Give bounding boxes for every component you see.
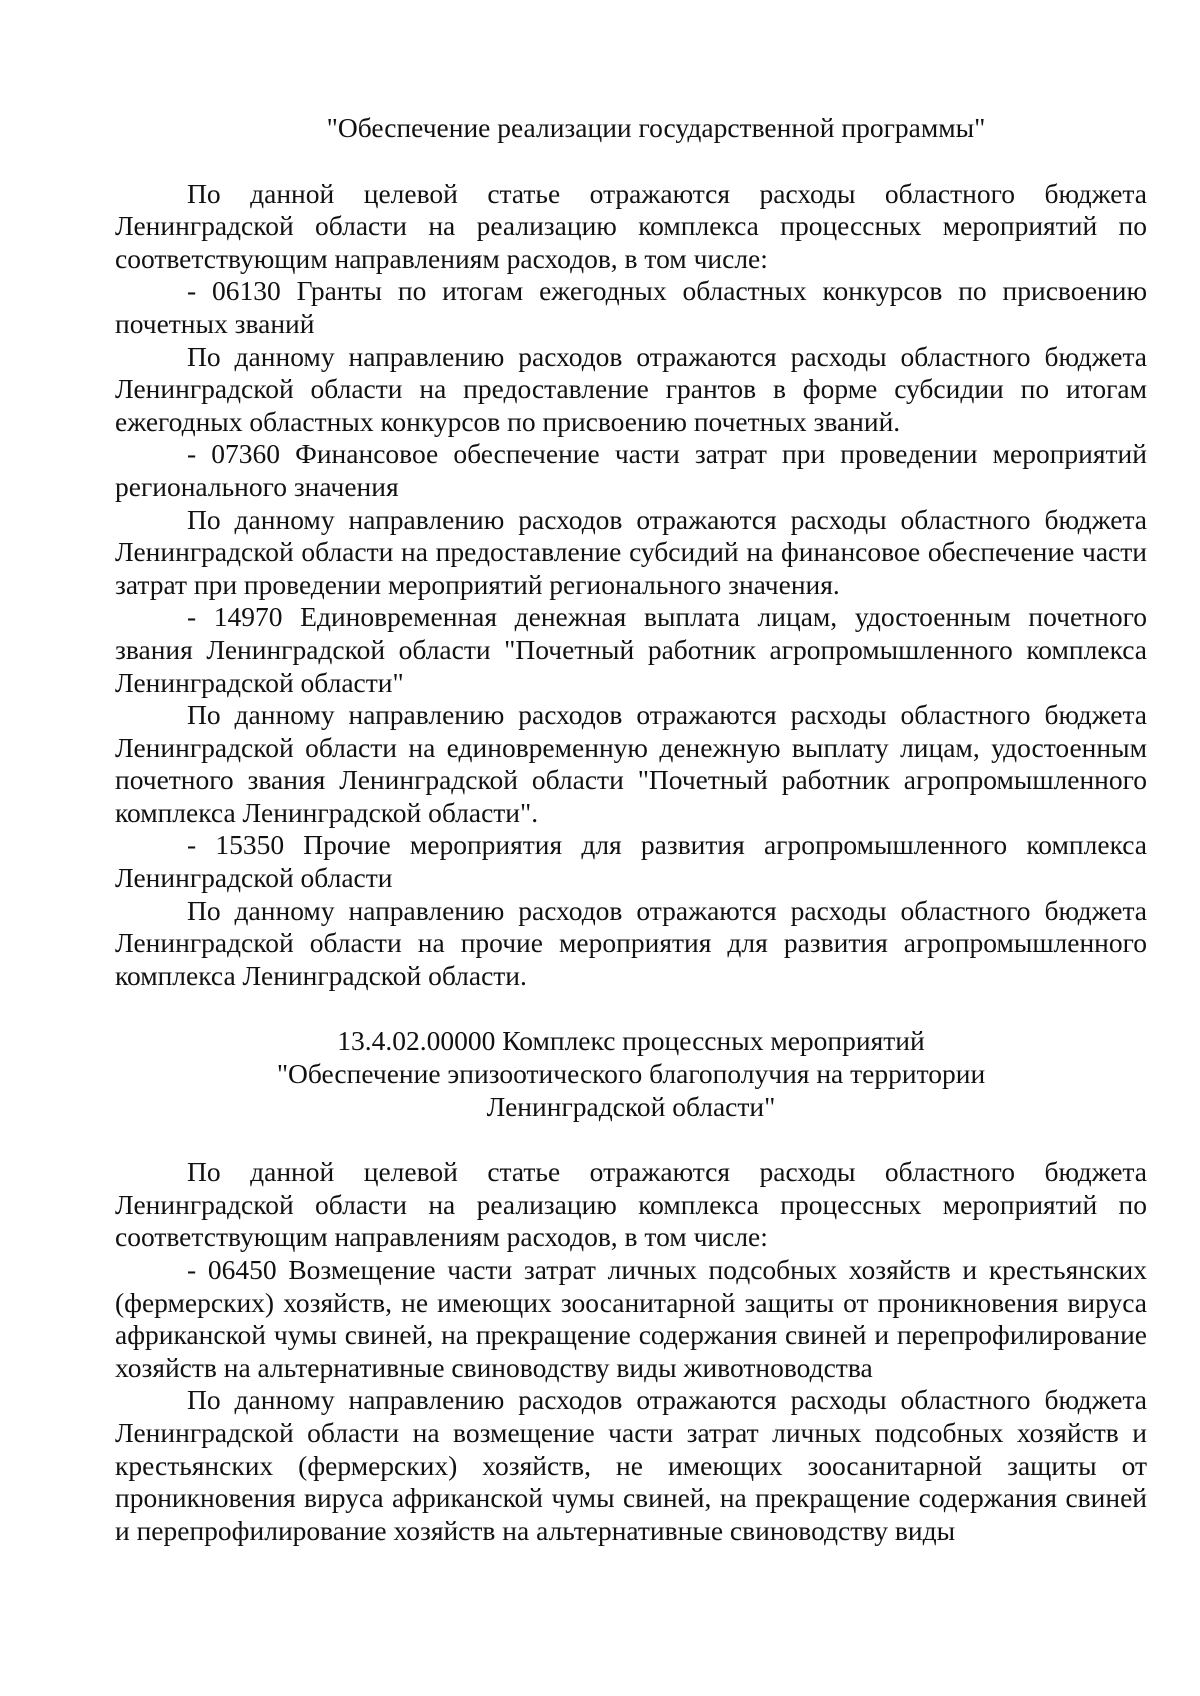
document-body (115, 112, 1147, 1547)
section-heading: "Обеспечение реализации государственной программы" (326, 112, 986, 143)
heading-line: 13.4.02.00000 Комплекс процессных мероприятий (337, 1025, 925, 1057)
expense-item: - 15350 Прочие мероприятия для развития агропромышленного комплекса Ленинградской области (115, 829, 1147, 894)
spacer (115, 992, 1147, 1025)
heading-line: "Обеспечение эпизоотического благополучия на территории (276, 1058, 986, 1090)
paragraph: По данному направлению расходов отражаются расходы областного бюджета Ленинградской области на возмещение части затрат личных подсобных хозяйств и крестьянских (фермерских) хозяйств, не имеющих зоосанитарной защиты от проникновения вируса африканской чумы свиней, на прекращение содержания свиней и перепрофилирование хозяйств на альтернативные свиноводству виды (115, 1384, 1147, 1546)
paragraph: По данному направлению расходов отражаются расходы областного бюджета Ленинградской области на предоставление субсидий на финансовое обеспечение части затрат при проведении мероприятий регионального значения. (115, 503, 1147, 600)
paragraph: По данному направлению расходов отражаются расходы областного бюджета Ленинградской области на прочие мероприятия для развития агропромышленного комплекса Ленинградской области. (115, 894, 1147, 991)
paragraph: По данной целевой статье отражаются расходы областного бюджета Ленинградской области на реализацию комплекса процессных мероприятий по соответствующим направлениям расходов, в том числе: (115, 1156, 1147, 1253)
paragraph: По данному направлению расходов отражаются расходы областного бюджета Ленинградской области на единовременную денежную выплату лицам, удостоенным почетного звания Ленинградской области "Почетный работник агропромышленного комплекса Ленинградской области". (115, 699, 1147, 828)
paragraph: По данной целевой статье отражаются расходы областного бюджета Ленинградской области на реализацию комплекса процессных мероприятий по соответствующим направлениям расходов, в том числе: (115, 177, 1147, 274)
section-heading (115, 1025, 1147, 1123)
expense-item: - 07360 Финансовое обеспечение части затрат при проведении мероприятий регионального значения (115, 438, 1147, 502)
expense-item: - 14970 Единовременная денежная выплата лицам, удостоенным почетного звания Ленинградской области "Почетный работник агропромышленного комплекса Ленинградской области" (115, 601, 1147, 698)
paragraph: По данному направлению расходов отражаются расходы областного бюджета Ленинградской области на предоставление грантов в форме субсидии по итогам ежегодных областных конкурсов по присвоению почетных званий. (115, 340, 1147, 437)
heading-line: Ленинградской области" (486, 1090, 776, 1122)
spacer (115, 1123, 1147, 1156)
expense-item: - 06450 Возмещение части затрат личных подсобных хозяйств и крестьянских (фермерских) хозяйств, не имеющих зоосанитарной защиты от проникновения вируса африканской чумы свиней, на прекращение содержания свиней и перепрофилирование хозяйств на альтернативные свиноводству виды животноводства (115, 1254, 1147, 1383)
expense-item: - 06130 Гранты по итогам ежегодных областных конкурсов по присвоению почетных званий (115, 275, 1147, 339)
spacer (115, 145, 1147, 178)
